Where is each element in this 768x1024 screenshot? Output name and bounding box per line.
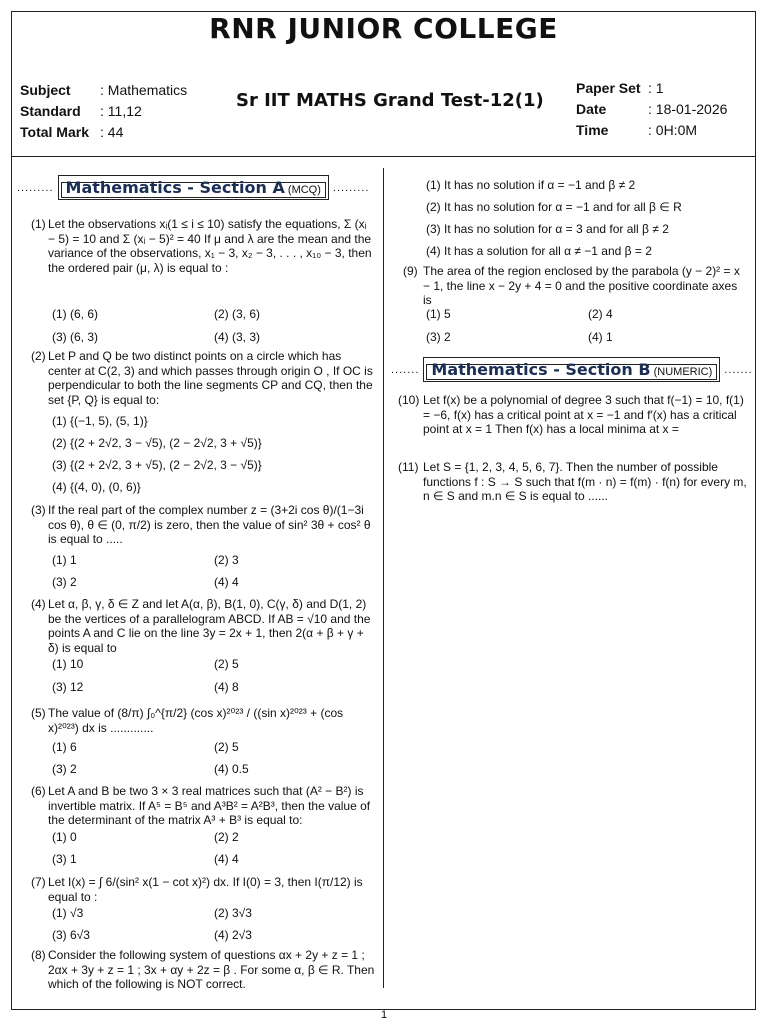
option: (4) 2√3 [214,928,252,942]
option: (1) 0 [52,830,77,844]
question-number: (5) [31,706,46,720]
question-number: (9) [403,264,418,278]
standard-label: Standard [20,103,81,119]
option: (4) 1 [588,330,613,344]
paper-set-label: Paper Set [576,80,641,96]
page-number: 1 [380,1009,388,1021]
question-number: (2) [31,349,46,363]
standard-row [20,101,187,122]
question-text: Let P and Q be two distinct points on a circle which has center at C(2, 3) and which passes through origin O , If OC is perpendicular to both the line segments CP and CQ, then the set {P, Q} is equal to: [48,349,373,407]
standard-value: : 11,12 [100,103,142,119]
total-mark-value: : 44 [100,124,124,140]
question-6 [31,784,376,828]
question-number: (6) [31,784,46,798]
question-number: (4) [31,597,46,611]
option: (4) 8 [214,680,239,694]
option: (3) 2 [52,762,77,776]
question-number: (1) [31,217,46,231]
section-a-dots-right: ......... [332,181,370,194]
question-number: (7) [31,875,46,889]
option: (4) {(4, 0), (0, 6)} [52,480,141,494]
option: (2) 5 [214,740,239,754]
section-b-box [423,357,720,382]
question-number: (11) [398,460,419,474]
section-b-header [391,357,753,382]
question-text: The area of the region enclosed by the parabola (y − 2)² = x − 1, the line x − 2y + 4 = 0 and the positive coordinate axes is [423,264,740,307]
question-1 [31,217,376,275]
date-value: : 18-01-2026 [648,101,728,117]
section-b-dots-right: ....... [724,363,753,376]
total-mark-row [20,122,187,143]
question-text: Let I(x) = ∫ 6/(sin² x(1 − cot x)²) dx. If I(0) = 3, then I(π/12) is equal to : [48,875,363,904]
section-b-tag: (NUMERIC) [653,366,713,378]
option: (4) (3, 3) [214,330,261,344]
option: (3) {(2 + 2√2, 3 + √5), (2 − 2√2, 3 − √5)} [52,458,262,472]
option: (4) 4 [214,575,239,589]
date-label: Date [576,101,607,117]
section-a-tag: (MCQ) [287,184,321,196]
column-divider [383,168,384,988]
subject-value: : Mathematics [100,82,188,98]
subject-label: Subject [20,82,71,98]
question-5 [31,706,376,735]
question-text: Let α, β, γ, δ ∈ Z and let A(α, β), B(1, 0), C(γ, δ) and D(1, 2) be the vertices of a parallelogram ABCD. If AB = √10 and the points A and C lie on the line 3y = 2x + 1, then 2(α + β + γ + δ) is equal to [48,597,371,655]
question-7 [31,875,376,904]
question-10 [398,393,748,437]
paper-set-row [576,78,727,99]
question-text: Let the observations xᵢ(1 ≤ i ≤ 10) satisfy the equations, Σ (xᵢ − 5) = 10 and Σ (xᵢ − 5)² = 40 If μ and λ are the mean and the variance of the observations, x₁ − 3, x₂ − 3, . . . , x₁₀ − 3, then the ordered pair (μ, λ) is equal to : [48,217,372,275]
question-number: (3) [31,503,46,517]
section-a-title: Mathematics - Section A [65,178,285,197]
option: (2) 3√3 [214,906,252,920]
section-a-header [17,175,369,200]
college-title: RNR JUNIOR COLLEGE [209,12,558,45]
option: (4) 4 [214,852,239,866]
question-text: The value of (8/π) ∫₀^{π/2} (cos x)²⁰²³ / ((sin x)²⁰²³ + (cos x)²⁰²³) dx is ............. [48,706,344,735]
question-text: Let S = {1, 2, 3, 4, 5, 6, 7}. Then the number of possible functions f : S → S such that f(m · n) = f(m) · f(n) for every m, n ∈ S and m.n ∈ S is equal to ...... [423,460,747,503]
option: (1) 1 [52,553,77,567]
option: (2) 2 [214,830,239,844]
section-a-dots-left: ......... [17,181,54,194]
option: (4) It has a solution for all α ≠ −1 and β = 2 [426,244,652,258]
option: (4) 0.5 [214,762,249,776]
question-8 [31,948,379,992]
question-text: Let A and B be two 3 × 3 real matrices such that (A² − B²) is invertible matrix. If A⁵ = B⁵ and A³B² = A²B³, then the value of the determinant of the matrix A³ + B³ is equal to: [48,784,371,827]
option: (3) It has no solution for α = 3 and for all β ≠ 2 [426,222,669,236]
header-left-fields [20,80,187,143]
time-row [576,120,727,141]
option: (1) 10 [52,657,84,671]
question-11 [398,460,748,504]
option: (3) (6, 3) [52,330,99,344]
question-text: If the real part of the complex number z = (3+2i cos θ)/(1−3i cos θ), θ ∈ (0, π/2) is zero, then the value of sin² 3θ + cos² θ is equal to ..... [48,503,371,546]
subject-row [20,80,187,101]
total-mark-label: Total Mark [20,124,89,140]
option: (2) 3 [214,553,239,567]
question-text: Let f(x) be a polynomial of degree 3 such that f(−1) = 10, f(1) = −6, f(x) has a critical point at x = −1 and f′(x) has a critical point at x = 1 Then f(x) has a local minima at x = [423,393,744,436]
option: (1) (6, 6) [52,307,99,321]
test-name: Sr IIT MATHS Grand Test-12(1) [236,90,544,111]
question-9 [403,264,748,308]
option: (3) 2 [426,330,451,344]
option: (2) 5 [214,657,239,671]
question-number: (10) [398,393,420,407]
option: (1) √3 [52,906,84,920]
question-3 [31,503,376,547]
section-a-box [58,175,329,200]
option: (2) 4 [588,307,613,321]
option: (1) It has no solution if α = −1 and β ≠ 2 [426,178,636,192]
section-a-inner [61,178,326,198]
option: (2) (3, 6) [214,307,261,321]
question-4 [31,597,376,655]
section-b-title: Mathematics - Section B [431,360,651,379]
section-b-dots-left: ....... [391,363,420,376]
option: (2) {(2 + 2√2, 3 − √5), (2 − 2√2, 3 + √5)} [52,436,262,450]
option: (1) 5 [426,307,451,321]
option: (1) 6 [52,740,77,754]
date-row [576,99,727,120]
option: (2) It has no solution for α = −1 and for all β ∈ R [426,200,682,214]
question-2 [31,349,376,407]
header-divider [11,156,756,157]
header-right-fields [576,78,727,141]
section-b-inner [426,360,717,380]
option: (3) 2 [52,575,77,589]
time-label: Time [576,122,609,138]
option: (3) 6√3 [52,928,90,942]
paper-set-value: : 1 [648,80,664,96]
time-value: : 0H:0M [648,122,698,138]
question-number: (8) [31,948,46,962]
question-text: Consider the following system of questions αx + 2y + z = 1 ; 2αx + 3y + z = 1 ; 3x + αy + 2z = β . For some α, β ∈ R. Then which of the following is NOT correct. [48,948,375,991]
option: (1) {(−1, 5), (5, 1)} [52,414,148,428]
option: (3) 12 [52,680,84,694]
option: (3) 1 [52,852,77,866]
